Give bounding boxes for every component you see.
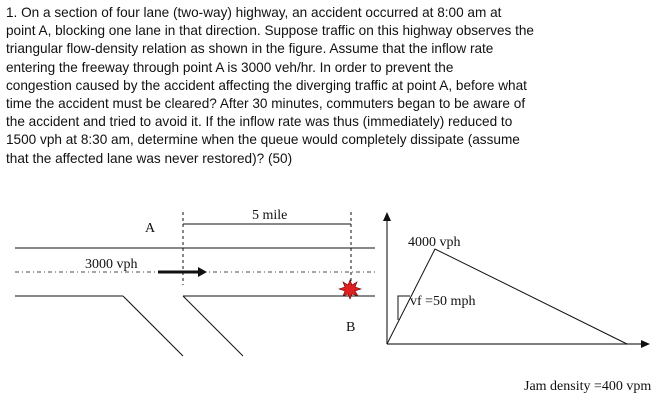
problem-line: congestion caused by the accident affecting the diverging traffic at point A, before what: [6, 77, 527, 93]
road-diagram: [15, 212, 375, 356]
problem-line: that the affected lane was never restored)? (50): [6, 150, 293, 166]
inflow-label: 3000 vph: [85, 257, 138, 272]
problem-line: 1500 vph at 8:30 am, determine when the queue would completely dissipate (assume: [6, 132, 520, 148]
x-axis-arrow: [641, 340, 650, 348]
flow-density-diagram: [383, 212, 650, 348]
slope-marker: [398, 296, 410, 320]
free-flow-speed-label: vf =50 mph: [410, 294, 476, 309]
problem-line: entering the freeway through point A is 3000 veh/hr. In order to prevent the: [6, 59, 454, 75]
problem-line: triangular flow-density relation as shown in the figure. Assume that the inflow rate: [6, 41, 494, 57]
problem-line: the accident and tried to avoid it. If the inflow rate was thus (immediately) reduced to: [6, 114, 513, 130]
capacity-label: 4000 vph: [408, 235, 461, 250]
distance-label: 5 mile: [252, 208, 288, 223]
point-b-label: B: [346, 320, 356, 335]
ramp-edge-right: [183, 296, 243, 356]
problem-line: 1. On a section of four lane (two-way) highway, an accident occurred at 8:00 am at: [6, 5, 502, 20]
ramp-edge-left: [123, 296, 183, 356]
y-axis-arrow: [383, 212, 391, 221]
problem-line: point A, blocking one lane in that direction. Suppose traffic on this highway observes the: [6, 23, 534, 39]
point-a-label: A: [145, 221, 156, 236]
jam-density-label: Jam density =400 vpm: [524, 379, 652, 394]
problem-line: time the accident must be cleared? After 30 minutes, commuters began to be aware of: [6, 96, 526, 112]
flow-arrow-head: [198, 267, 207, 277]
